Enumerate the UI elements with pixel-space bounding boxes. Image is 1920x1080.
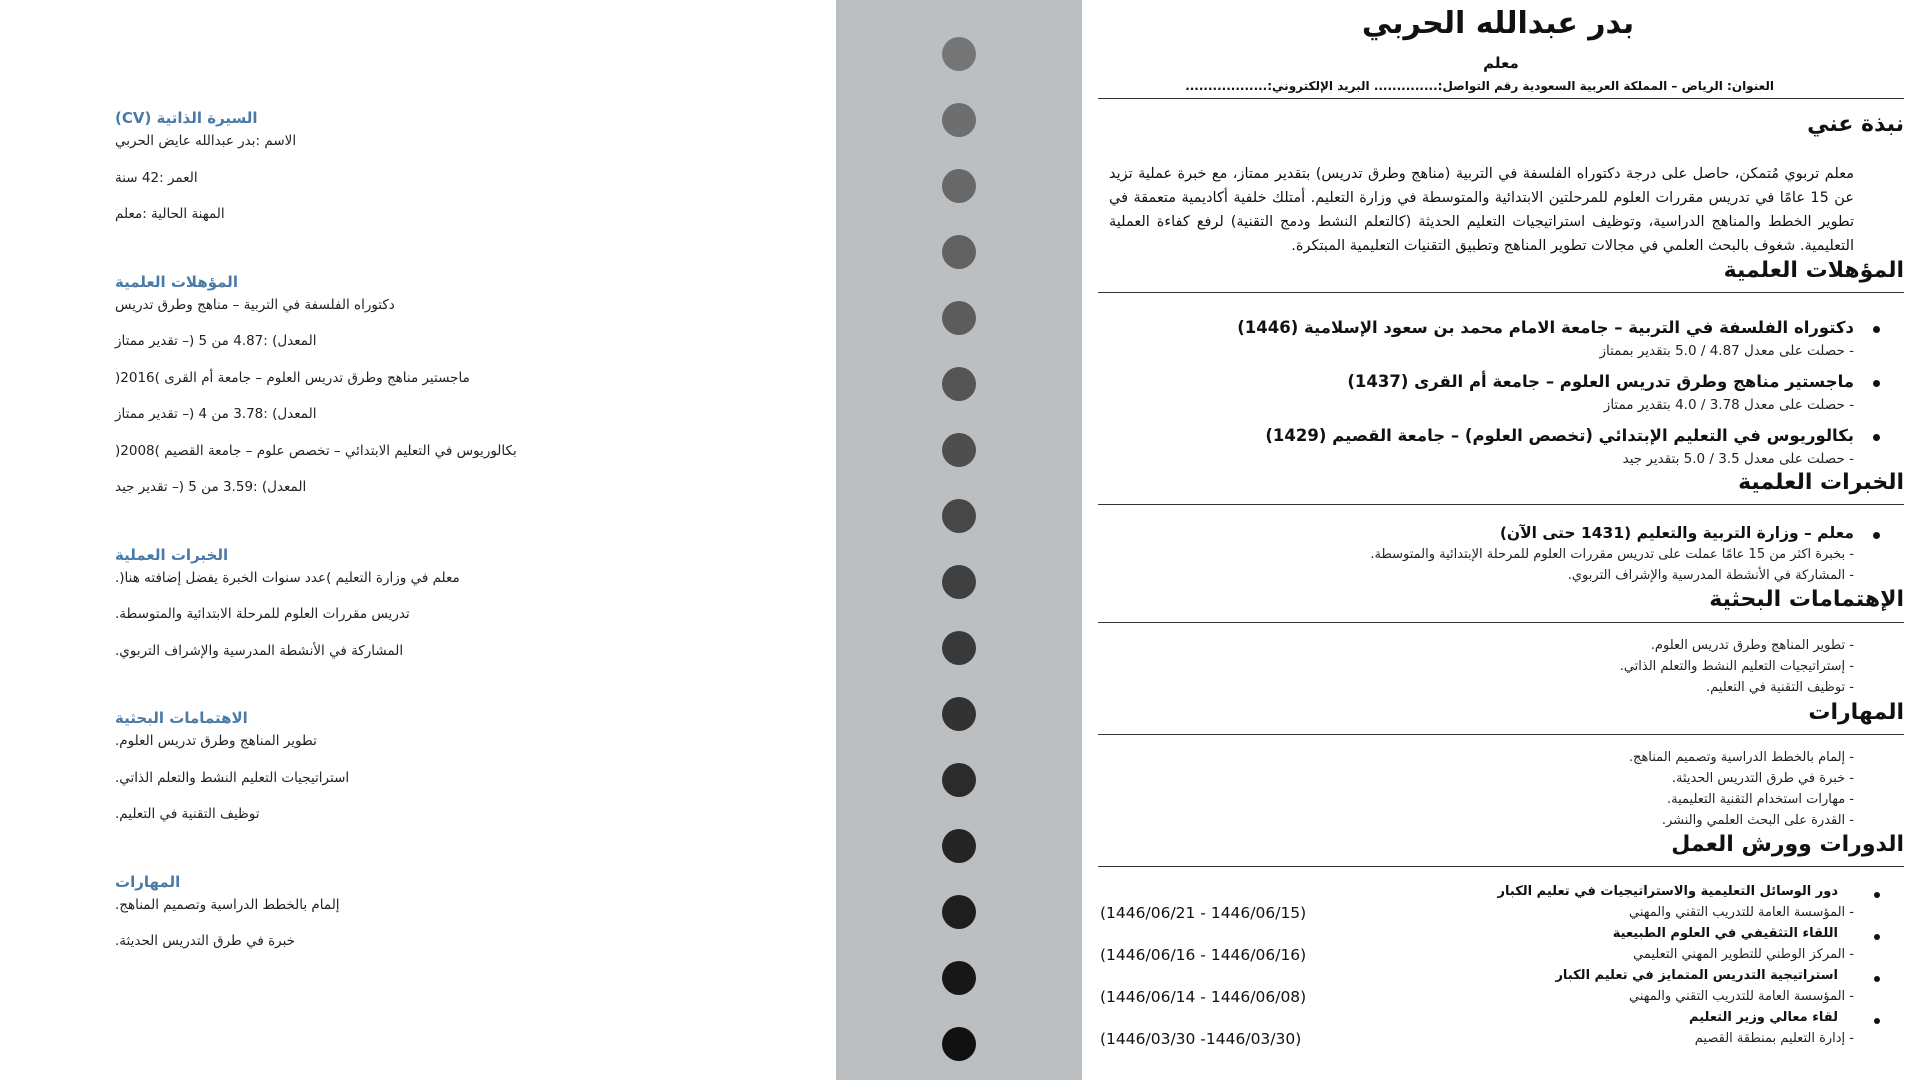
research-line: - توظيف التقنية في التعليم. xyxy=(1706,680,1854,695)
binding-hole xyxy=(942,367,976,401)
notebook-binding-strip xyxy=(836,0,1082,1080)
skill-line: - مهارات استخدام التقنية التعليمية. xyxy=(1667,792,1854,807)
research-line: - إستراتيجيات التعليم النشط والتعلم الذاتي. xyxy=(1619,659,1854,674)
binding-hole xyxy=(942,499,976,533)
course-date: (1446/03/30 -1446/03/30) xyxy=(1100,1030,1302,1048)
divider xyxy=(1098,98,1904,99)
qualification-detail: - حصلت على معدل 4.87 / 5.0 بتقدير بممتاز xyxy=(1599,343,1854,359)
bullet-icon xyxy=(1873,326,1880,333)
section-heading-experience: الخبرات العلمية xyxy=(1738,470,1904,495)
course-title: دور الوسائل التعليمية والاستراتيجيات في تعليم الكبار xyxy=(1497,884,1838,899)
section-heading-about: نبذة عني xyxy=(1807,112,1904,137)
bullet-icon xyxy=(1873,380,1880,387)
left-line: المعدل) :3.59 من 5 (– تقدير جيد xyxy=(115,479,307,495)
left-section-experience xyxy=(115,543,715,677)
left-text-document[interactable] xyxy=(115,106,715,997)
binding-hole xyxy=(942,763,976,797)
left-line: الاسم :بدر عبدالله عايض الحربي xyxy=(115,133,297,149)
skill-line: - خبرة في طرق التدريس الحديثة. xyxy=(1671,771,1854,786)
left-section-qualifications xyxy=(115,270,715,513)
binding-hole xyxy=(942,1027,976,1061)
left-heading-research: الاهتمامات البحثية xyxy=(115,709,248,727)
right-page xyxy=(1082,0,1920,1080)
experience-title: معلم – وزارة التربية والتعليم (1431 حتى الآن) xyxy=(1499,524,1854,542)
left-heading-cv: السيرة الذاتية (CV) xyxy=(115,109,258,127)
course-date: (1446/06/21 - 1446/06/15) xyxy=(1100,904,1307,922)
binding-hole xyxy=(942,631,976,665)
course-date: (1446/06/14 - 1446/06/08) xyxy=(1100,988,1307,1006)
left-line: المعدل) :3.78 من 4 (– تقدير ممتاز xyxy=(115,406,317,422)
section-heading-courses: الدورات وورش العمل xyxy=(1671,832,1904,857)
course-title: استراتيجية التدريس المتمايز في تعليم الكبار xyxy=(1555,968,1838,983)
section-heading-research: الإهتمامات البحثية xyxy=(1709,587,1904,612)
binding-hole xyxy=(942,565,976,599)
binding-hole xyxy=(942,103,976,137)
binding-hole xyxy=(942,961,976,995)
section-heading-qualifications: المؤهلات العلمية xyxy=(1723,258,1904,283)
left-heading-skills: المهارات xyxy=(115,872,181,891)
binding-hole xyxy=(942,301,976,335)
left-line: إلمام بالخطط الدراسية وتصميم المناهج. xyxy=(115,896,340,913)
binding-hole xyxy=(942,697,976,731)
bullet-icon xyxy=(1874,976,1880,982)
left-line: دكتوراه الفلسفة في التربية – مناهج وطرق تدريس xyxy=(115,296,395,313)
left-line: بكالوريوس في التعليم الابتدائي – تخصص علوم – جامعة القصيم )2008( xyxy=(115,442,517,459)
left-line: معلم في وزارة التعليم )عدد سنوات الخبرة يفضل إضافته هنا(. xyxy=(115,569,460,586)
course-org: - المركز الوطني للتطوير المهني التعليمي xyxy=(1633,947,1854,962)
left-line: توظيف التقنية في التعليم. xyxy=(115,806,260,822)
course-date: (1446/06/16 - 1446/06/16) xyxy=(1100,946,1307,964)
left-heading-experience: الخبرات العملية xyxy=(115,545,229,564)
course-title: اللقاء التثقيفي في العلوم الطبيعية xyxy=(1612,926,1838,941)
left-page xyxy=(0,0,836,1080)
qualification-detail: - حصلت على معدل 3.78 / 4.0 بتقدير ممتاز xyxy=(1603,397,1854,413)
bullet-icon xyxy=(1873,532,1880,539)
course-org: - المؤسسة العامة للتدريب التقني والمهني xyxy=(1629,905,1854,920)
binding-hole xyxy=(942,895,976,929)
cv-name: بدر عبدالله الحربي xyxy=(1361,6,1635,41)
section-heading-skills: المهارات xyxy=(1808,700,1904,725)
divider xyxy=(1098,866,1904,867)
left-line: تدريس مقررات العلوم للمرحلة الابتدائية والمتوسطة. xyxy=(115,606,410,622)
left-line: استراتيجيات التعليم النشط والتعلم الذاتي. xyxy=(115,769,350,786)
left-heading-qualifications: المؤهلات العلمية xyxy=(115,272,238,291)
left-line: المهنة الحالية :معلم xyxy=(115,206,225,222)
bullet-icon xyxy=(1873,434,1880,441)
qualification-title: دكتوراه الفلسفة في التربية – جامعة الامام محمد بن سعود الإسلامية (1446) xyxy=(1237,318,1854,337)
binding-hole xyxy=(942,169,976,203)
left-section-cv xyxy=(115,106,715,240)
qualification-detail: - حصلت على معدل 3.5 / 5.0 بتقدير جيد xyxy=(1622,451,1854,467)
course-org: - إدارة التعليم بمنطقة القصيم xyxy=(1694,1031,1854,1046)
divider xyxy=(1098,504,1904,505)
skill-line: - إلمام بالخطط الدراسية وتصميم المناهج. xyxy=(1628,750,1854,765)
qualification-title: بكالوريوس في التعليم الإبتدائي (تخصص العلوم) – جامعة القصيم (1429) xyxy=(1265,426,1854,445)
divider xyxy=(1098,292,1904,293)
left-line: العمر :42 سنة xyxy=(115,169,198,186)
binding-hole xyxy=(942,37,976,71)
binding-hole xyxy=(942,235,976,269)
left-section-research xyxy=(115,706,715,840)
left-line: المعدل) :4.87 من 5 (– تقدير ممتاز xyxy=(115,333,317,349)
about-paragraph: معلم تربوي مُتمكن، حاصل على درجة دكتوراه الفلسفة في التربية (مناهج وطرق تدريس) بتقدير ممتاز، مع خبرة عملية تزيد عن 15 عامًا في تدريس مقررات العلوم للمرحلتين الابتدائية والمتوسطة في وزارة التعليم. أمتلك خلفية أكاديمية متعمقة في تطوير الخطط والمناهج الدراسية، وتوظيف استراتيجيات التعليم الحديثة (كالتعلم النشط ودمج التقنية) لرفع كفاءة العملية التعليمية. شغوف بالبحث العلمي في مجالات تطوير المناهج وتطبيق التقنيات التعليمية المبتكرة. xyxy=(1109,166,1854,254)
research-line: - تطوير المناهج وطرق تدريس العلوم. xyxy=(1650,638,1854,653)
left-line: تطوير المناهج وطرق تدريس العلوم. xyxy=(115,733,317,749)
course-title: لقاء معالي وزير التعليم xyxy=(1689,1010,1838,1025)
binding-hole xyxy=(942,829,976,863)
binding-hole xyxy=(942,433,976,467)
left-section-skills xyxy=(115,870,715,967)
qualification-title: ماجستير مناهج وطرق تدريس العلوم – جامعة أم القرى (1437) xyxy=(1347,372,1854,391)
bullet-icon xyxy=(1874,892,1880,898)
course-org: - المؤسسة العامة للتدريب التقني والمهني xyxy=(1629,989,1854,1004)
bullet-icon xyxy=(1874,1018,1880,1024)
left-line: خبرة في طرق التدريس الحديثة. xyxy=(115,933,296,949)
bullet-icon xyxy=(1874,934,1880,940)
divider xyxy=(1098,622,1904,623)
skill-line: - القدرة على البحث العلمي والنشر. xyxy=(1661,813,1854,828)
experience-line: - بخبرة اكثر من 15 عامًا عملت على تدريس مقررات العلوم للمرحلة الإبتدائية والمتوسطة. xyxy=(1370,547,1854,562)
left-line: ماجستير مناهج وطرق تدريس العلوم – جامعة أم القرى )2016( xyxy=(115,369,470,386)
experience-line: - المشاركة في الأنشطة المدرسية والإشراف التربوي. xyxy=(1567,568,1854,583)
cv-job-title: معلم xyxy=(1483,54,1519,72)
left-line: المشاركة في الأنشطة المدرسية والإشراف التربوي. xyxy=(115,642,404,659)
divider xyxy=(1098,734,1904,735)
cv-contact-line: العنوان: الرياض – المملكة العربية السعودية رقم التواصل:.............. البريد الإلكتروني:.................. xyxy=(1185,79,1774,93)
